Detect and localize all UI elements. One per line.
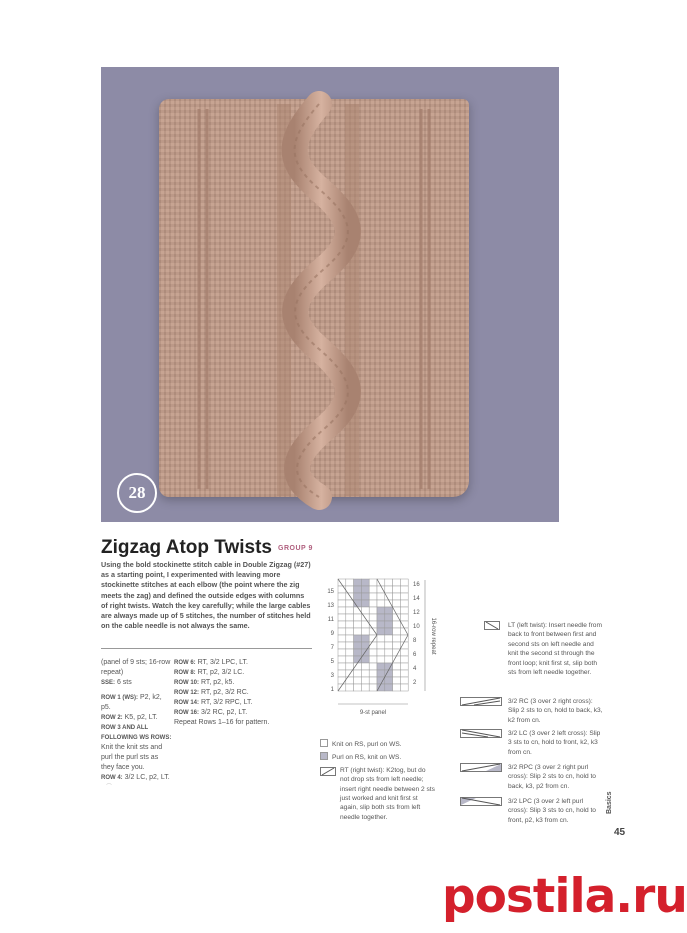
chart-cell	[369, 656, 377, 663]
chart-cell	[400, 593, 408, 600]
chart-cell	[385, 663, 393, 670]
chart-cell	[354, 670, 362, 677]
row-instruction	[174, 668, 304, 678]
chart-cell	[354, 579, 362, 586]
row-text: RT, 3/2 LPC, LT.	[197, 659, 248, 666]
chart-cell	[385, 579, 393, 586]
chart-cell	[385, 621, 393, 628]
sse-value: 6 sts	[116, 679, 132, 686]
chart-cell	[346, 600, 354, 607]
chart-cell	[361, 635, 369, 642]
row-number: 14	[413, 596, 420, 602]
key-text: 3/2 LC (3 over 2 left cross): Slip 3 sts to cn, hold to front, k2, k3 from cn.	[508, 730, 601, 756]
key-entry	[320, 739, 435, 749]
chart-cell	[393, 593, 401, 600]
chart-cell	[377, 677, 385, 684]
chart-cell	[393, 684, 401, 691]
swatch-photo	[101, 67, 559, 522]
chart-cell	[385, 607, 393, 614]
chart-cell	[385, 586, 393, 593]
chart-cell	[354, 684, 362, 691]
row-number: 5	[330, 659, 334, 665]
chart-cell	[361, 656, 369, 663]
key-right-rpc	[508, 763, 604, 791]
chart-cell	[361, 663, 369, 670]
row-label: ROW 12:	[174, 690, 200, 696]
divider	[101, 648, 312, 649]
chart-cell	[346, 628, 354, 635]
chart-cell	[354, 614, 362, 621]
chart-grid	[338, 579, 408, 691]
knitted-swatch	[159, 99, 469, 497]
row-text: 3/2 LC, p2, LT.	[124, 774, 170, 781]
chart-cell	[377, 670, 385, 677]
pattern-title	[101, 537, 313, 559]
chart-cell	[393, 600, 401, 607]
chart-cell	[377, 642, 385, 649]
chart-cell	[361, 607, 369, 614]
stitch-chart	[318, 578, 450, 730]
row-number: 3	[330, 673, 334, 679]
chart-cell	[393, 579, 401, 586]
chart-cell	[338, 677, 346, 684]
chart-row-labels-right	[413, 582, 420, 686]
row-label: ROW 8:	[174, 670, 196, 676]
chart-cell	[385, 656, 393, 663]
row-number: 4	[413, 666, 417, 672]
panel-info: (panel of 9 sts; 16-row repeat)	[101, 659, 171, 676]
row-number: 10	[413, 624, 420, 630]
blank-square-icon	[320, 739, 328, 747]
chart-cell	[369, 642, 377, 649]
chart-cell	[346, 642, 354, 649]
row-instruction	[174, 678, 304, 688]
key-left	[320, 739, 435, 822]
chart-cell	[338, 614, 346, 621]
chart-cell	[393, 628, 401, 635]
chart-cell	[346, 621, 354, 628]
chart-cell	[361, 579, 369, 586]
chart-cell	[377, 621, 385, 628]
chart-cell	[361, 677, 369, 684]
row-label: ROW 16:	[174, 710, 200, 716]
key-right-lc	[508, 729, 604, 757]
stray-mark: ⌒	[106, 785, 113, 791]
chart-cell	[369, 684, 377, 691]
chart-cell	[393, 656, 401, 663]
instructions-column-1	[101, 658, 171, 783]
chart-cell	[385, 677, 393, 684]
chart-cell	[400, 670, 408, 677]
row-text: RT, 3/2 RPC, LT.	[200, 699, 253, 706]
chart-cell	[393, 635, 401, 642]
chart-cell	[393, 677, 401, 684]
key-entry	[320, 752, 435, 762]
instructions-column-2	[174, 658, 304, 728]
row-number: 7	[330, 645, 334, 651]
row-label: ROW 1 (WS):	[101, 695, 138, 701]
chart-cell	[400, 649, 408, 656]
key-right-lt	[508, 621, 604, 677]
chart-cell	[361, 670, 369, 677]
chart-cell	[346, 649, 354, 656]
chart-cell	[346, 607, 354, 614]
chart-cell	[361, 593, 369, 600]
rt-symbol-icon	[320, 767, 336, 776]
chart-cell	[377, 663, 385, 670]
chart-cell	[385, 614, 393, 621]
row-label: ROW 3 AND ALL FOLLOWING WS ROWS:	[101, 725, 172, 741]
row-label: ROW 6:	[174, 660, 196, 666]
rpc-symbol-icon	[460, 763, 502, 772]
chart-cell	[393, 670, 401, 677]
chart-cell	[369, 670, 377, 677]
sse-label: SSE:	[101, 680, 116, 686]
chart-cell	[361, 684, 369, 691]
chart-cell	[354, 586, 362, 593]
row-label: ROW 2:	[101, 715, 123, 721]
chart-cell	[361, 600, 369, 607]
lc-symbol-icon	[460, 729, 502, 738]
chart-cell	[354, 593, 362, 600]
row-label: ROW 10:	[174, 680, 200, 686]
group-label: GROUP 9	[278, 545, 313, 552]
chart-cell	[369, 607, 377, 614]
chart-cell	[400, 586, 408, 593]
row-number: 16	[413, 582, 420, 588]
watermark-logo: postila.ru	[442, 869, 687, 924]
chart-cell	[369, 600, 377, 607]
panel-label: 9-st panel	[359, 710, 387, 716]
rc-symbol-icon	[460, 697, 502, 706]
cable-pattern-illustration	[159, 99, 469, 497]
chart-cell	[338, 670, 346, 677]
row-label: ROW 14:	[174, 700, 200, 706]
chart-cell	[369, 649, 377, 656]
key-text: Purl on RS, knit on WS.	[332, 754, 402, 762]
chart-cell	[346, 670, 354, 677]
row-text: 3/2 RC, p2, LT.	[200, 709, 248, 716]
chart-cell	[354, 642, 362, 649]
chart-cell	[393, 663, 401, 670]
chart-cell	[346, 593, 354, 600]
chart-cell	[369, 614, 377, 621]
row-instruction	[101, 723, 173, 773]
chart-cell	[377, 684, 385, 691]
chart-cell	[393, 607, 401, 614]
chart-cell	[400, 642, 408, 649]
row-number: 6	[413, 652, 417, 658]
chart-cell	[377, 579, 385, 586]
chart-cell	[385, 642, 393, 649]
chart-cell	[361, 649, 369, 656]
chart-cell	[393, 586, 401, 593]
row-instruction	[174, 698, 304, 708]
row-text: K5, p2, LT.	[124, 714, 158, 721]
row-label: ROW 4:	[101, 775, 123, 781]
row-number: 12	[413, 610, 420, 616]
chart-cell	[385, 649, 393, 656]
chart-cell	[338, 607, 346, 614]
chart-cell	[385, 593, 393, 600]
row-text: Knit the knit sts and purl the purl sts as they face you.	[101, 744, 163, 771]
key-entry	[320, 766, 435, 822]
chart-cell	[346, 635, 354, 642]
row-text: RT, p2, 3/2 RC.	[200, 689, 249, 696]
chart-cell	[338, 586, 346, 593]
repeat-label: 16-row repeat	[430, 617, 436, 655]
chart-cell	[338, 663, 346, 670]
chart-cell	[338, 593, 346, 600]
chart-cell	[400, 621, 408, 628]
key-right-lpc	[508, 797, 604, 825]
chart-cell	[354, 677, 362, 684]
chart-cell	[400, 684, 408, 691]
chart-cell	[338, 628, 346, 635]
chart-cell	[377, 649, 385, 656]
row-number: 9	[330, 631, 334, 637]
chart-cell	[361, 614, 369, 621]
chart-cell	[338, 642, 346, 649]
chart-cell	[346, 579, 354, 586]
row-text: RT, p2, 3/2 LC.	[197, 669, 245, 676]
lpc-symbol-icon	[460, 797, 502, 806]
row-number: 13	[327, 603, 334, 609]
row-instruction	[101, 713, 171, 723]
chart-cell	[346, 656, 354, 663]
chart-cell	[377, 586, 385, 593]
page-number: 45	[614, 827, 626, 838]
chart-cell	[377, 628, 385, 635]
key-text: 3/2 LPC (3 over 2 left purl cross): Slip 3 sts to cn, hold to front, p2, k3 from cn.	[508, 798, 596, 824]
chart-cell	[346, 663, 354, 670]
chart-cell	[400, 614, 408, 621]
chart-cell	[346, 684, 354, 691]
row-instruction	[174, 658, 304, 668]
chart-cell	[346, 614, 354, 621]
chart-cell	[393, 621, 401, 628]
chart-cell	[361, 586, 369, 593]
gray-square-icon	[320, 752, 328, 760]
repeat-note: Repeat Rows 1–16 for pattern.	[174, 719, 270, 726]
chart-cell	[369, 593, 377, 600]
chart-cell	[385, 635, 393, 642]
chart-cell	[369, 677, 377, 684]
section-label: Basics	[606, 791, 613, 814]
row-instruction	[101, 693, 171, 713]
chart-cell	[338, 600, 346, 607]
chart-cell	[377, 656, 385, 663]
key-text: LT (left twist): Insert needle from back to front between first and second sts on left needle and knit the second st through the front loop; knit first st, slip both sts from left needle together.	[508, 622, 602, 677]
chart-cell	[393, 614, 401, 621]
key-text: 3/2 RC (3 over 2 right cross): Slip 2 sts to cn, hold to back, k3, k2 from cn.	[508, 698, 603, 724]
chart-cell	[377, 635, 385, 642]
chart-cell	[385, 600, 393, 607]
chart-cell	[369, 579, 377, 586]
chart-cell	[377, 614, 385, 621]
chart-cell	[377, 600, 385, 607]
lt-symbol-icon	[484, 621, 500, 630]
pattern-number-badge: 28	[117, 473, 157, 513]
pattern-title-text: Zigzag Atop Twists	[101, 537, 272, 558]
chart-cell	[354, 628, 362, 635]
chart-cell	[369, 621, 377, 628]
key-text: Knit on RS, purl on WS.	[332, 741, 402, 748]
chart-cell	[354, 635, 362, 642]
chart-cell	[400, 579, 408, 586]
chart-cell	[338, 656, 346, 663]
chart-cell	[369, 586, 377, 593]
chart-cell	[400, 677, 408, 684]
row-instruction	[174, 708, 304, 718]
chart-cell	[385, 628, 393, 635]
row-text: RT, p2, k5.	[200, 679, 235, 686]
chart-cell	[400, 600, 408, 607]
chart-cell	[393, 649, 401, 656]
row-number: 2	[413, 680, 417, 686]
row-number: 8	[413, 638, 417, 644]
intro-paragraph: Using the bold stockinette stitch cable in Double Zigzag (#27) as a starting point, I experimented with leaving more stockinette stitches at each elbow (the point where the zig meets the zag) and defined the outside edges with columns of right twists. Watch the key carefully; while the large cables are always made up of 5 stitches, the number of stitches held on the cable needle is not always the same.	[101, 560, 311, 631]
chart-cell	[385, 684, 393, 691]
chart-cell	[361, 628, 369, 635]
chart-cell	[393, 642, 401, 649]
row-number: 15	[327, 589, 334, 595]
chart-cell	[369, 663, 377, 670]
chart-cell	[338, 621, 346, 628]
key-text: 3/2 RPC (3 over 2 right purl cross): Slip 2 sts to cn, hold to back, k3, p2 from cn.	[508, 764, 596, 790]
chart-cell	[377, 607, 385, 614]
row-instruction	[174, 688, 304, 698]
row-number: 1	[330, 687, 334, 693]
row-text: P2, k2, p5.	[101, 694, 162, 711]
row-number: 11	[327, 617, 334, 623]
chart-cell	[377, 593, 385, 600]
key-right-rc	[508, 697, 604, 725]
chart-cell	[400, 656, 408, 663]
chart-cell	[354, 621, 362, 628]
chart-cell	[400, 663, 408, 670]
chart-cell	[354, 649, 362, 656]
chart-cell	[385, 670, 393, 677]
chart-cell	[400, 607, 408, 614]
key-text: RT (right twist): K2tog, but do not drop sts from left needle; insert right needle between 2 sts just worked and knit first st again, slip both sts from left needle together.	[340, 766, 435, 821]
chart-cell	[338, 635, 346, 642]
chart-row-labels-left	[327, 589, 334, 693]
sse-line	[101, 678, 171, 688]
chart-cell	[338, 649, 346, 656]
